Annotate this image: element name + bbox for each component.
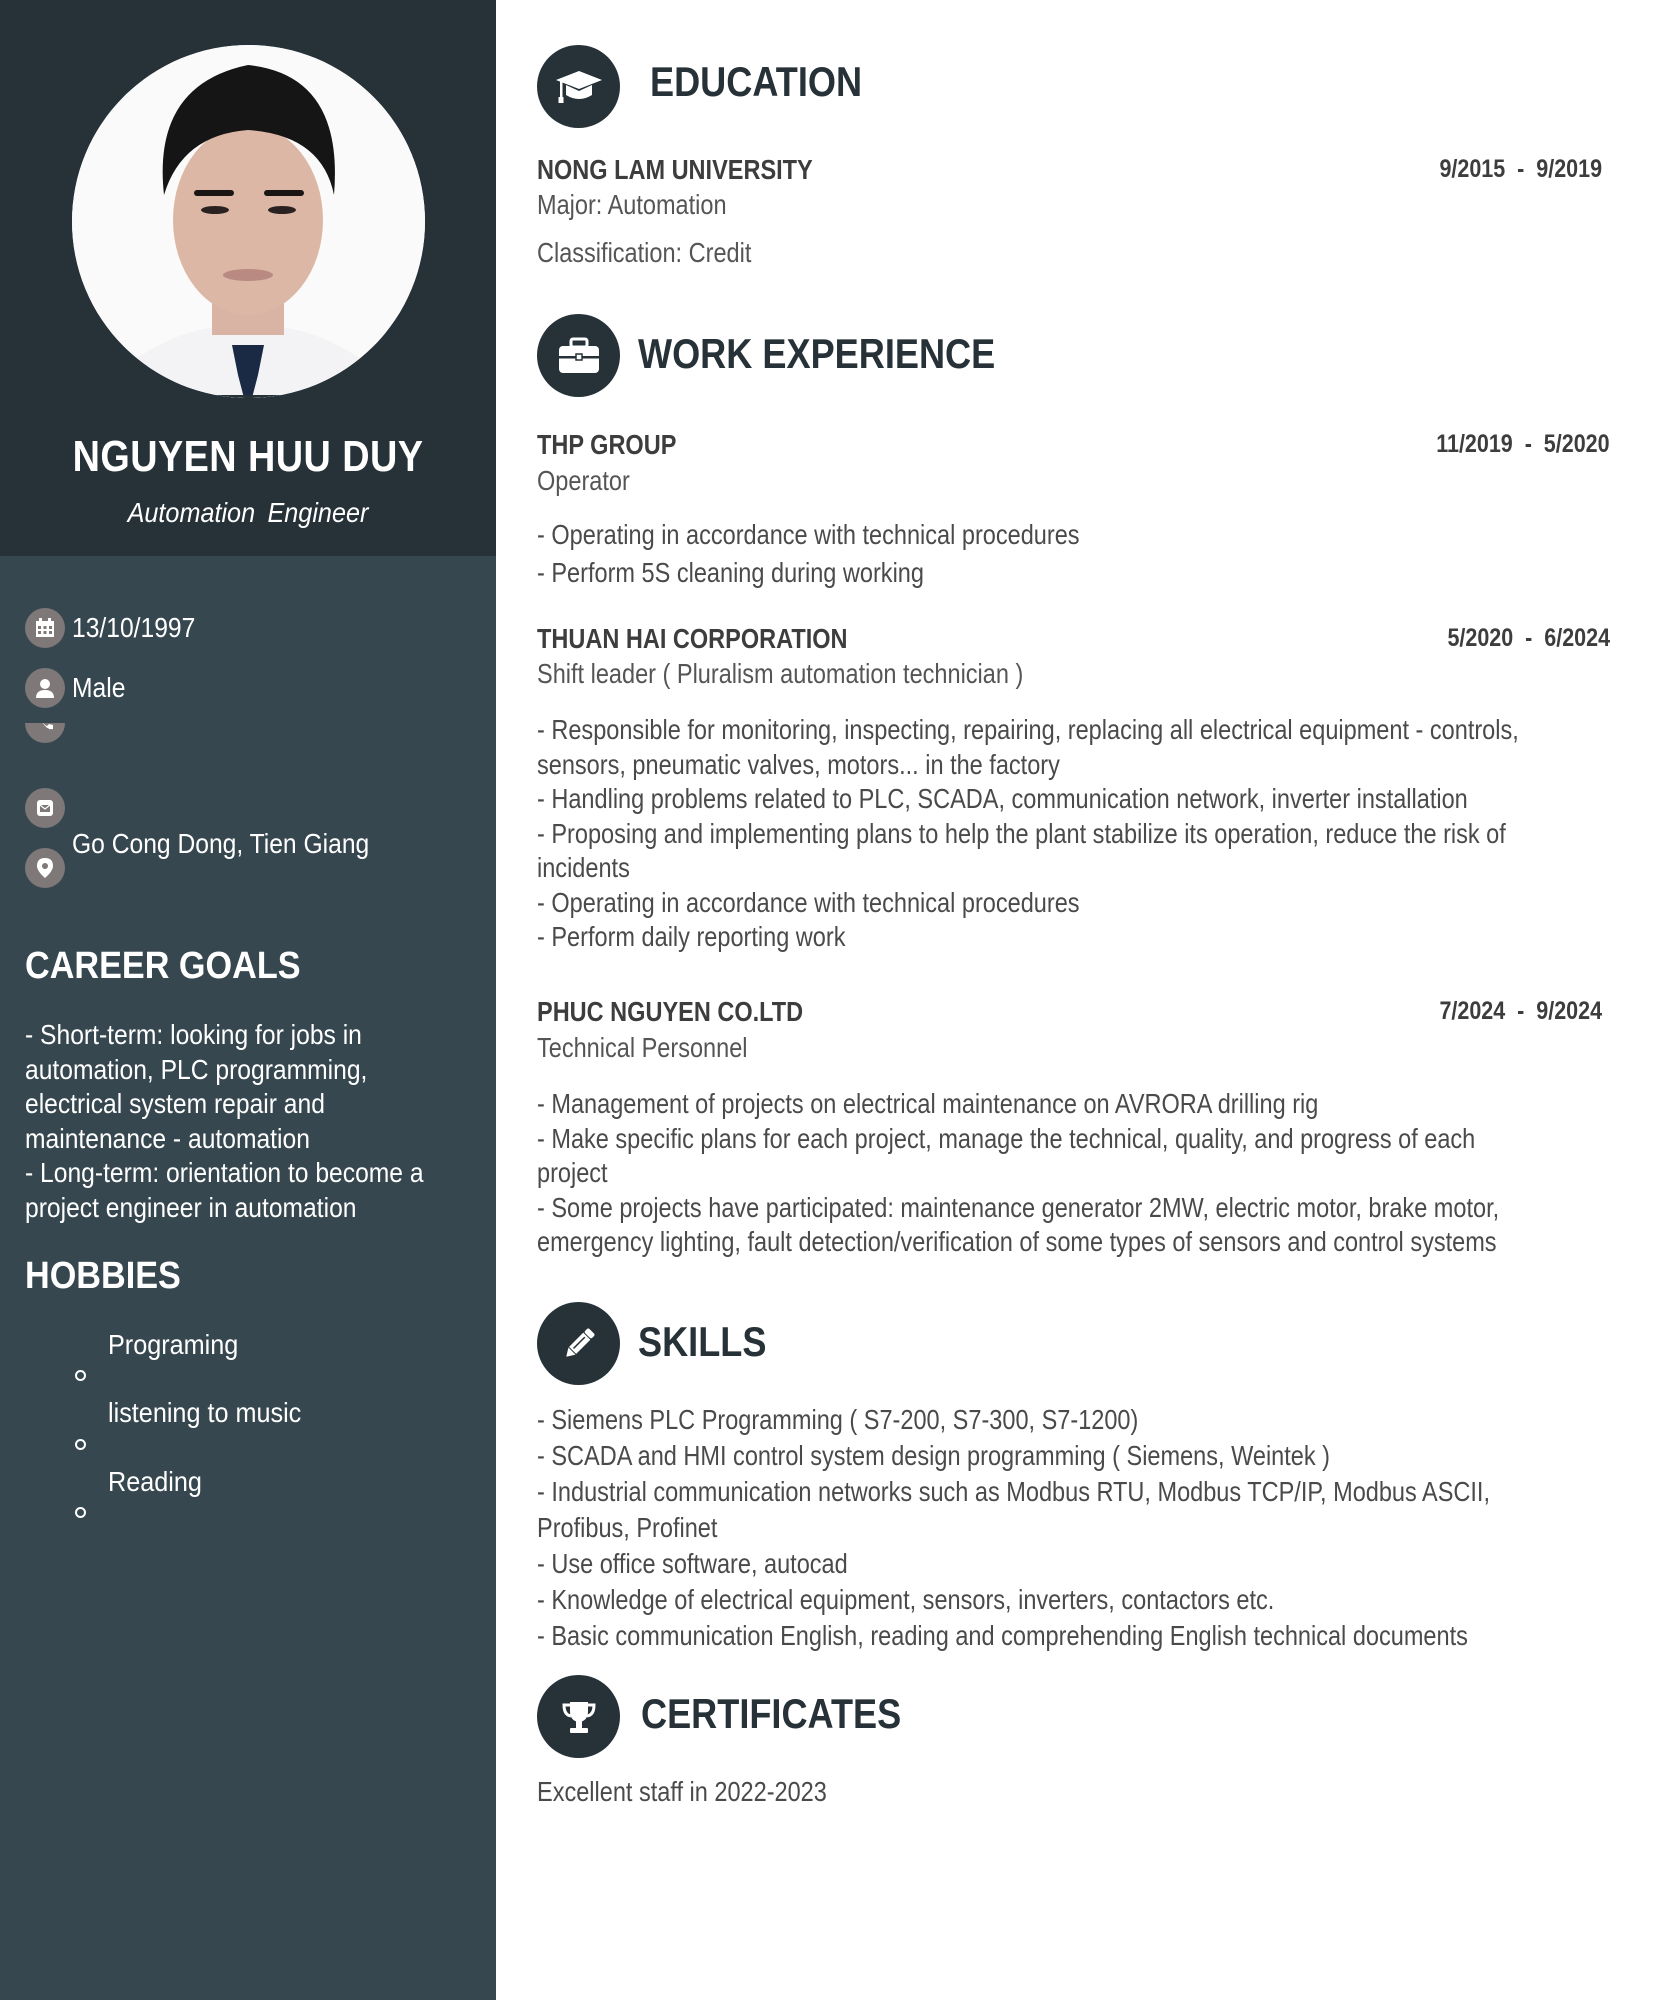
- skills-heading: SKILLS: [638, 1318, 767, 1365]
- education-classification: Classification: Credit: [537, 237, 752, 268]
- bullet-icon: [75, 1370, 86, 1381]
- contact-phone: [25, 723, 72, 743]
- job-role: Shift leader ( Pluralism automation technician ): [537, 658, 1024, 689]
- description-line: - Perform 5S cleaning during working: [537, 556, 924, 588]
- portrait-image: [72, 45, 425, 398]
- career-goal-line: maintenance - automation: [25, 1122, 310, 1154]
- skill-item: - Industrial communication networks such as Modbus RTU, Modbus TCP/IP, Modbus ASCII,: [537, 1476, 1490, 1507]
- contact-address: [25, 828, 410, 888]
- job-date: 11/2019 - 5/2020: [1436, 430, 1610, 458]
- briefcase-icon: [537, 314, 620, 397]
- description-line: - Operating in accordance with technical procedures: [537, 886, 1080, 918]
- contact-email: [25, 788, 72, 828]
- location-icon: [25, 848, 65, 888]
- gender-text: Male: [72, 672, 126, 703]
- description-line: - Handling problems related to PLC, SCADA, communication network, inverter installation: [537, 783, 1468, 814]
- hobby-item: Reading: [108, 1466, 202, 1497]
- job-role: Technical Personnel: [537, 1032, 748, 1063]
- profile-header: [0, 0, 496, 556]
- full-name: NGUYEN HUU DUY: [72, 432, 424, 481]
- career-goal-line: project engineer in automation: [25, 1191, 357, 1223]
- skill-item: - Basic communication English, reading and comprehending English technical documents: [537, 1620, 1468, 1651]
- address-text: Go Cong Dong, Tien Giang: [72, 828, 370, 859]
- trophy-icon: [537, 1675, 620, 1758]
- bullet-icon: [75, 1507, 86, 1518]
- education-major: Major: Automation: [537, 189, 727, 220]
- pencil-icon: [537, 1302, 620, 1385]
- description-line: - Some projects have participated: maintenance generator 2MW, electric motor, brake motor,: [537, 1191, 1500, 1223]
- profile-photo: [72, 45, 425, 398]
- graduation-cap-icon: [537, 45, 620, 128]
- skills-list: [537, 1402, 1621, 1654]
- job-description: [537, 713, 1621, 955]
- phone-icon: [25, 723, 65, 743]
- work-experience-heading: WORK EXPERIENCE: [638, 330, 996, 377]
- career-goal-line: - Short-term: looking for jobs in: [25, 1019, 362, 1050]
- career-goal-line: automation, PLC programming,: [25, 1053, 368, 1085]
- company-name: PHUC NGUYEN CO.LTD: [537, 996, 804, 1027]
- main-content: [496, 0, 1653, 2000]
- career-goal-line: electrical system repair and: [25, 1088, 325, 1119]
- school-name: NONG LAM UNIVERSITY: [537, 154, 813, 185]
- skill-item: Profibus, Profinet: [537, 1512, 718, 1543]
- description-line: sensors, pneumatic valves, motors... in the factory: [537, 748, 1060, 780]
- hobbies-heading: HOBBIES: [25, 1255, 181, 1297]
- description-line: - Perform daily reporting work: [537, 921, 846, 952]
- career-goals-text: [25, 1018, 483, 1225]
- certificate-item: Excellent staff in 2022-2023: [537, 1776, 827, 1807]
- job-date: 5/2020 - 6/2024: [1447, 624, 1610, 652]
- sidebar: [0, 0, 496, 2000]
- certificates-heading: CERTIFICATES: [641, 1690, 902, 1737]
- description-line: - Proposing and implementing plans to help the plant stabilize its operation, reduce the risk of: [537, 817, 1506, 849]
- job-description: [537, 1087, 1621, 1260]
- description-line: - Make specific plans for each project, manage the technical, quality, and progress of each: [537, 1122, 1476, 1154]
- skill-item: - Knowledge of electrical equipment, sensors, inverters, contactors etc.: [537, 1584, 1275, 1615]
- company-name: THP GROUP: [537, 429, 677, 460]
- skill-item: - SCADA and HMI control system design programming ( Siemens, Weintek ): [537, 1440, 1330, 1471]
- job-role: Operator: [537, 465, 630, 496]
- education-date: 9/2015 - 9/2019: [1439, 155, 1602, 183]
- description-line: - Management of projects on electrical maintenance on AVRORA drilling rig: [537, 1088, 1319, 1119]
- description-line: emergency lighting, fault detection/verification of some types of sensors and control systems: [537, 1226, 1497, 1257]
- email-icon: [25, 788, 65, 828]
- hobby-item: listening to music: [108, 1397, 302, 1428]
- description-line: incidents: [537, 852, 630, 883]
- description-line: - Responsible for monitoring, inspecting, repairing, replacing all electrical equipment - controls,: [537, 714, 1519, 745]
- bullet-icon: [75, 1439, 86, 1450]
- description-line: - Operating in accordance with technical procedures: [537, 519, 1080, 550]
- contact-gender: [25, 668, 133, 708]
- career-goal-line: - Long-term: orientation to become a: [25, 1157, 424, 1188]
- skill-item: - Use office software, autocad: [537, 1548, 848, 1579]
- education-heading: EDUCATION: [650, 58, 863, 105]
- job-description: [537, 518, 1621, 590]
- hobby-item: Programing: [108, 1329, 239, 1360]
- description-line: project: [537, 1157, 608, 1188]
- contact-birthdate: [25, 608, 212, 648]
- skill-item: - Siemens PLC Programming ( S7-200, S7-300, S7-1200): [537, 1404, 1139, 1435]
- photo-bottom-clip: [72, 395, 425, 398]
- career-goals-heading: CAREER GOALS: [25, 945, 301, 987]
- job-title: Automation Engineer: [127, 497, 369, 528]
- user-icon: [25, 668, 65, 708]
- company-name: THUAN HAI CORPORATION: [537, 623, 848, 654]
- calendar-icon: [25, 608, 65, 648]
- job-date: 7/2024 - 9/2024: [1439, 997, 1602, 1025]
- birthdate-text: 13/10/1997: [72, 612, 196, 643]
